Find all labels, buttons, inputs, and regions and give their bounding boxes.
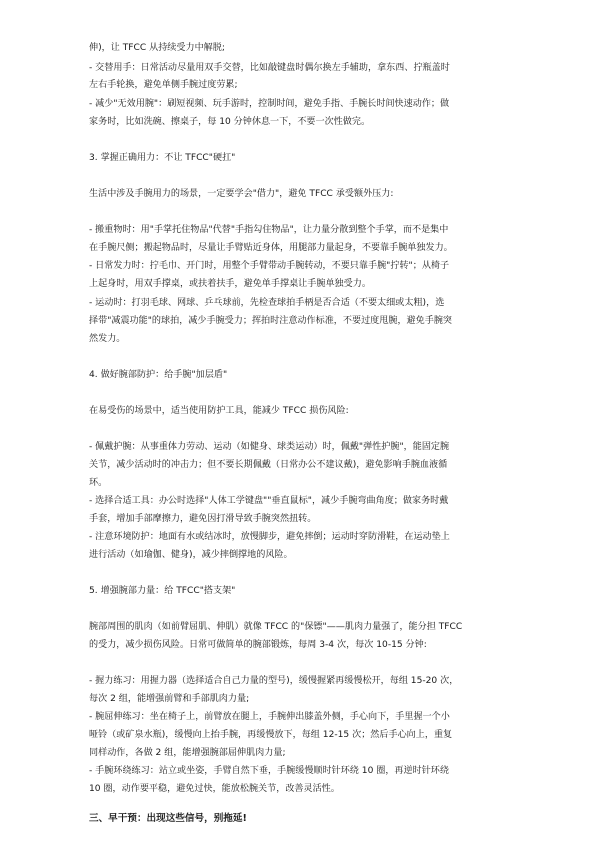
text-line: - 日常发力时：拧毛巾、开门时，用整个手臂带动手腕转动，不要只靠手腕"拧转"；从椅子 <box>89 261 450 271</box>
text-line: - 运动时：打羽毛球、网球、乒乓球前，先检查球拍手柄是否合适（不要太细或太粗)，选 <box>89 298 445 308</box>
text-line: - 手腕环绕练习：站立或坐姿，手臂自然下垂，手腕缓慢顺时针环绕 10 圈，再逆时针环绕 <box>89 766 449 776</box>
text-line: - 搬重物时：用"手掌托住物品"代替"手指勾住物品"，让力量分散到整个手掌，而不是集中 <box>89 225 449 235</box>
text-line: 择带"减震功能"的球拍，减少手腕受力；挥拍时注意动作标准，不要过度甩腕，避免手腕突 <box>89 316 453 326</box>
section-heading: 3. 掌握正确用力：不让 TFCC"硬扛" <box>89 153 236 163</box>
text-line: 上起身时，用双手撑桌，或扶着扶手，避免单手撑桌让手腕单独受力。 <box>89 279 371 289</box>
text-line: 同样动作，各做 2 组，能增强腕部屈伸肌肉力量; <box>89 748 286 758</box>
text-line: - 腕屈伸练习：坐在椅子上，前臂放在腿上，手腕伸出膝盖外侧，手心向下，手里握一个小 <box>89 712 450 722</box>
text-line: 进行活动（如瑜伽、健身)，减少摔倒撑地的风险。 <box>89 550 293 560</box>
text-line: 环。 <box>89 478 108 488</box>
text-line: 在手腕尺侧；搬起物品时，尽量让手臂贴近身体，用腿部力量起身，不要靠手腕单独发力。 <box>89 243 453 253</box>
text-line: 10 圈，动作要平稳，避免过快，能放松腕关节，改善灵活性。 <box>89 784 340 794</box>
section-heading: 4. 做好腕部防护：给手腕"加层盾" <box>89 370 228 380</box>
text-line: 每次 2 组，能增强前臂和手部肌肉力量; <box>89 694 250 704</box>
text-line: - 握力练习：用握力器（选择适合自己力量的型号)，缓慢握紧再缓慢松开，每组 15-20 次， <box>89 676 459 686</box>
section-heading: 5. 增强腕部力量：给 TFCC"搭支架" <box>89 586 236 596</box>
text-line: 然发力。 <box>89 334 126 344</box>
paragraph-line: 腕部周围的肌肉（如前臂屈肌、伸肌）就像 TFCC 的"保镖"——肌肉力量强了，能分担 TFCC <box>89 622 463 632</box>
text-line: 哑铃（或矿泉水瓶)，缓慢向上抬手腕，再缓慢放下，每组 12-15 次；然后手心向上，重复 <box>89 730 453 740</box>
text-line: - 选择合适工具：办公时选择"人体工学键盘""垂直鼠标"，减少手腕弯曲角度；做家务时戴 <box>89 496 449 506</box>
text-line: - 佩戴护腕：从事重体力劳动、运动（如健身、球类运动）时，佩戴"弹性护腕"，能固定腕 <box>89 442 450 452</box>
text-line: 家务时，比如洗碗、擦桌子，每 10 分钟休息一下，不要一次性做完。 <box>89 117 371 127</box>
text-line: - 减少"无效用腕"：刷短视频、玩手游时，控制时间，避免手指、手腕长时间快速动作；做 <box>89 99 450 109</box>
text-line: - 交替用手：日常活动尽量用双手交替，比如敲键盘时偶尔换左手辅助，拿东西、拧瓶盖时 <box>89 63 450 73</box>
text-line: - 注意环境防护：地面有水或结冰时，放慢脚步，避免摔倒；运动时穿防滑鞋，在运动垫上 <box>89 532 450 542</box>
text-line: 手套，增加手部摩擦力，避免因打滑导致手腕突然扭转。 <box>89 514 317 524</box>
text-line: 关节，减少活动时的冲击力；但不要长期佩戴（日常办公不建议戴)，避免影响手腕血液循 <box>89 460 448 470</box>
text-line: 伸)，让 TFCC 从持续受力中解脱; <box>89 43 225 53</box>
paragraph-line: 的受力，减少损伤风险。日常可做简单的腕部锻炼，每周 3-4 次，每次 10-15 分钟: <box>89 640 427 650</box>
paragraph-line: 生活中涉及手腕用力的场景，一定要学会"借力"，避免 TFCC 承受额外压力: <box>89 189 394 199</box>
text-line: 左右手轮换，避免单侧手腕过度劳累; <box>89 80 238 90</box>
paragraph-line: 在易受伤的场景中，适当使用防护工具，能减少 TFCC 损伤风险: <box>89 406 349 416</box>
chapter-heading: 三、早干预：出现这些信号，别拖延! <box>89 813 247 824</box>
